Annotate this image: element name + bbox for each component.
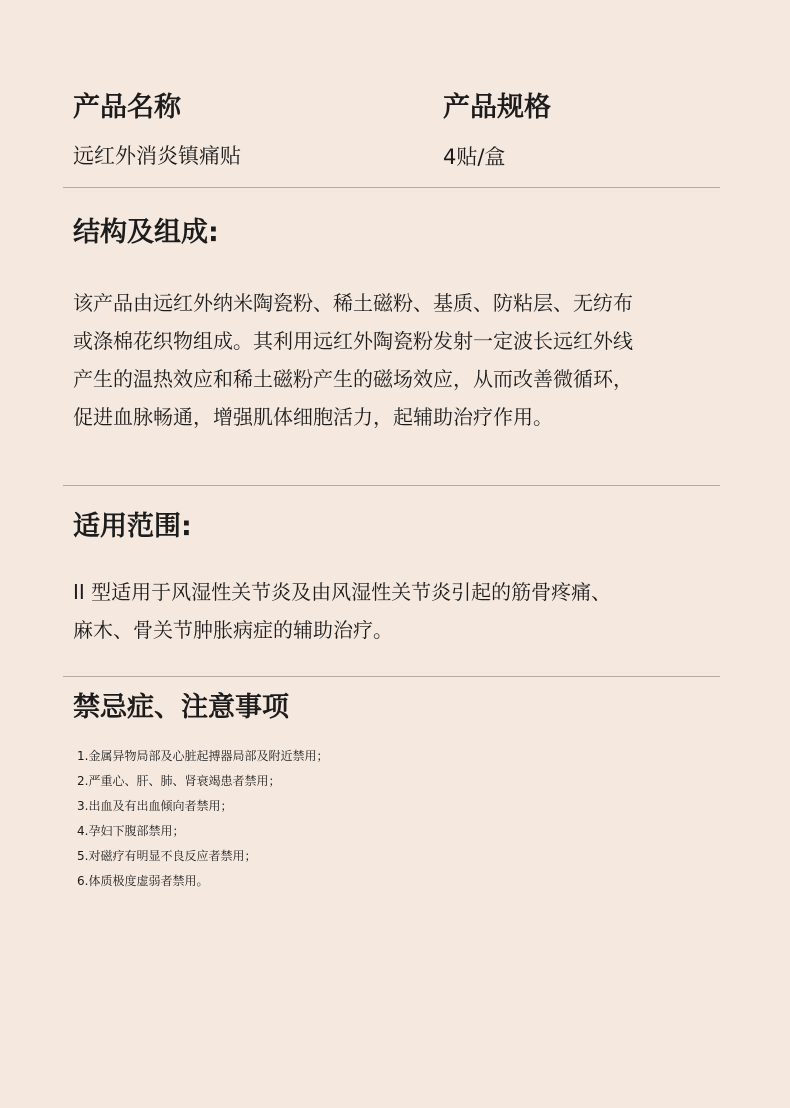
- scope-line: II 型适用于风湿性关节炎及由风湿性关节炎引起的筋骨疼痛、: [73, 580, 612, 604]
- list-item: 3.出血及有出血倾向者禁用；: [77, 799, 233, 813]
- product-spec-value: 4贴/盒: [443, 145, 506, 169]
- list-item: 1.金属异物局部及心脏起搏器局部及附近禁用；: [77, 749, 329, 763]
- product-name-label: 产品名称: [73, 92, 181, 123]
- product-spec-label: 产品规格: [443, 92, 551, 123]
- scope-line: 麻木、骨关节肿胀病症的辅助治疗。: [73, 618, 393, 642]
- composition-line: 产生的温热效应和稀土磁粉产生的磁场效应，从而改善微循环，: [73, 367, 633, 391]
- product-name-value: 远红外消炎镇痛贴: [73, 144, 241, 168]
- list-item: 6.体质极度虚弱者禁用。: [77, 874, 209, 888]
- contraindications-list: [77, 744, 328, 894]
- list-item: 2.严重心、肝、肺、肾衰竭患者禁用；: [77, 774, 281, 788]
- scope-text: [73, 573, 611, 649]
- composition-title: 结构及组成:: [73, 217, 219, 248]
- contraindications-title: 禁忌症、注意事项: [73, 692, 289, 723]
- composition-line: 促进血脉畅通，增强肌体细胞活力，起辅助治疗作用。: [73, 405, 553, 429]
- composition-text: [73, 284, 633, 436]
- scope-title: 适用范围:: [73, 511, 192, 542]
- composition-divider: [63, 485, 720, 486]
- composition-line: 该产品由远红外纳米陶瓷粉、稀土磁粉、基质、防粘层、无纺布: [73, 291, 633, 315]
- composition-line: 或涤棉花织物组成。其利用远红外陶瓷粉发射一定波长远红外线: [73, 329, 633, 353]
- scope-divider: [63, 676, 720, 677]
- list-item: 4.孕妇下腹部禁用；: [77, 824, 185, 838]
- header-divider: [63, 187, 720, 188]
- list-item: 5.对磁疗有明显不良反应者禁用；: [77, 849, 257, 863]
